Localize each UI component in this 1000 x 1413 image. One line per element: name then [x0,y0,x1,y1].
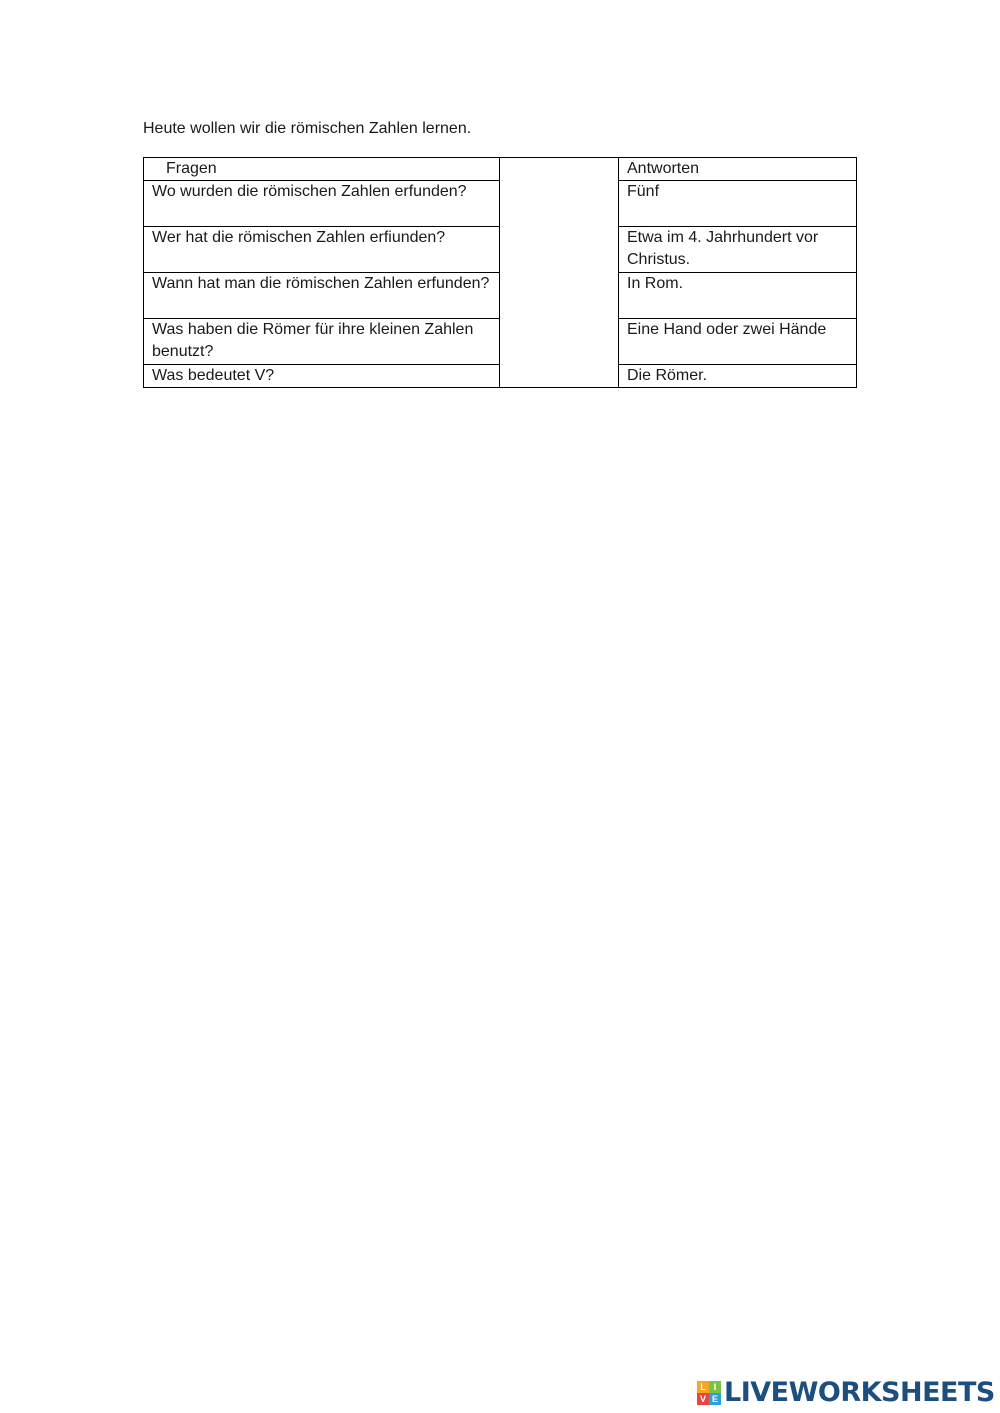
answer-cell[interactable]: In Rom. [619,273,857,319]
logo-mark-letter: E [709,1393,721,1405]
answer-cell[interactable]: Die Römer. [619,365,857,388]
table-header-row [144,158,857,181]
logo-mark-icon [697,1381,721,1405]
question-cell[interactable]: Wann hat man die römischen Zahlen erfunden? [144,273,500,319]
question-cell[interactable]: Wer hat die römischen Zahlen erfiunden? [144,227,500,273]
header-questions: Fragen [144,158,500,181]
question-answer-table [143,157,857,388]
header-answers: Antworten [619,158,857,181]
liveworksheets-logo [697,1377,995,1408]
logo-mark-letter: I [709,1381,721,1393]
logo-text: LIVEWORKSHEETS [724,1377,995,1408]
logo-mark-letter: L [697,1381,709,1393]
intro-text: Heute wollen wir die römischen Zahlen lernen. [143,120,472,137]
answer-cell[interactable]: Fünf [619,181,857,227]
question-cell[interactable]: Wo wurden die römischen Zahlen erfunden? [144,181,500,227]
question-cell[interactable]: Was bedeutet V? [144,365,500,388]
answer-cell[interactable]: Eine Hand oder zwei Hände [619,319,857,365]
logo-mark-letter: V [697,1393,709,1405]
matching-gap-column [500,158,619,388]
answer-cell[interactable]: Etwa im 4. Jahrhundert vor Christus. [619,227,857,273]
question-cell[interactable]: Was haben die Römer für ihre kleinen Zahlen benutzt? [144,319,500,365]
